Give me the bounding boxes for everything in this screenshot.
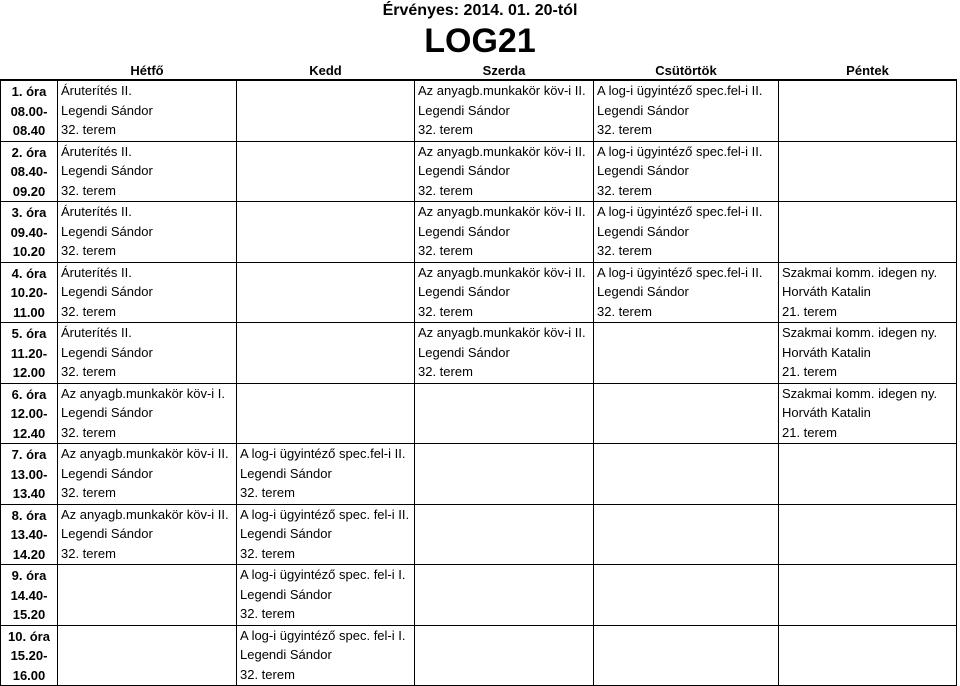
subject-name: Szakmai komm. idegen ny. bbox=[782, 325, 938, 340]
lesson-cell bbox=[58, 80, 237, 141]
subject-name: Áruterítés II. bbox=[61, 83, 132, 98]
subject-name: Szakmai komm. idegen ny. bbox=[782, 385, 938, 401]
empty-lesson-cell bbox=[415, 383, 594, 444]
lesson-cell bbox=[415, 262, 594, 323]
empty-lesson-cell bbox=[237, 202, 415, 263]
empty-lesson-cell bbox=[58, 625, 237, 686]
period-row bbox=[1, 504, 957, 565]
day-header: Csütörtök bbox=[594, 62, 779, 80]
period-number: 3. óra bbox=[11, 205, 47, 220]
period-start: 08.00- bbox=[10, 103, 48, 119]
lesson-cell bbox=[779, 383, 957, 444]
period-row bbox=[1, 565, 957, 626]
subject-name: Az anyagb.munkakör köv-i II. bbox=[418, 143, 586, 159]
empty-lesson-cell bbox=[237, 80, 415, 141]
period-time-cell bbox=[1, 141, 58, 202]
empty-lesson-cell bbox=[594, 383, 779, 444]
room-label: 32. terem bbox=[597, 182, 652, 198]
lesson-cell bbox=[779, 323, 957, 384]
empty-lesson-cell bbox=[594, 444, 779, 505]
room-label: 32. terem bbox=[240, 666, 295, 682]
period-row bbox=[1, 202, 957, 263]
period-row bbox=[1, 323, 957, 384]
period-start: 14.40- bbox=[10, 587, 48, 603]
room-label: 21. terem bbox=[782, 303, 837, 319]
period-end: 13.40 bbox=[12, 486, 46, 501]
empty-lesson-cell bbox=[779, 80, 957, 141]
subject-name: Szakmai komm. idegen ny. bbox=[782, 264, 938, 280]
room-label: 32. terem bbox=[61, 303, 116, 319]
empty-lesson-cell bbox=[779, 444, 957, 505]
period-time-cell bbox=[1, 383, 58, 444]
period-row bbox=[1, 444, 957, 505]
period-number: 7. óra bbox=[11, 447, 47, 462]
room-label: 32. terem bbox=[418, 122, 473, 137]
empty-lesson-cell bbox=[779, 141, 957, 202]
empty-lesson-cell bbox=[237, 141, 415, 202]
period-end: 12.00 bbox=[12, 365, 46, 380]
subject-name: A log-i ügyintéző spec. fel-i I. bbox=[240, 627, 406, 643]
empty-lesson-cell bbox=[415, 444, 594, 505]
empty-lesson-cell bbox=[594, 565, 779, 626]
teacher-name: Legendi Sándor bbox=[418, 284, 510, 299]
teacher-name: Horváth Katalin bbox=[782, 284, 871, 299]
room-label: 21. terem bbox=[782, 364, 837, 379]
teacher-name: Legendi Sándor bbox=[61, 344, 153, 360]
day-header-row bbox=[1, 62, 957, 80]
subject-name: Az anyagb.munkakör köv-i II. bbox=[418, 264, 586, 280]
period-start: 12.00- bbox=[10, 406, 48, 421]
day-header: Péntek bbox=[779, 62, 957, 80]
lesson-cell bbox=[58, 262, 237, 323]
period-end: 08.40 bbox=[12, 123, 46, 138]
period-start: 11.20- bbox=[10, 345, 48, 361]
period-number: 10. óra bbox=[8, 628, 50, 644]
subject-name: A log-i ügyintéző spec.fel-i II. bbox=[597, 204, 763, 219]
teacher-name: Legendi Sándor bbox=[61, 465, 153, 481]
teacher-name: Legendi Sándor bbox=[240, 647, 332, 662]
empty-lesson-cell bbox=[58, 565, 237, 626]
subject-name: Áruterítés II. bbox=[61, 143, 132, 159]
lesson-cell bbox=[58, 504, 237, 565]
lesson-cell bbox=[415, 323, 594, 384]
timetable bbox=[0, 62, 957, 686]
lesson-cell bbox=[594, 262, 779, 323]
subject-name: Az anyagb.munkakör köv-i II. bbox=[418, 325, 586, 340]
teacher-name: Legendi Sándor bbox=[418, 163, 510, 178]
period-time-cell bbox=[1, 202, 58, 263]
period-end: 09.20 bbox=[12, 183, 46, 199]
lesson-cell bbox=[594, 202, 779, 263]
lesson-cell bbox=[58, 141, 237, 202]
room-label: 32. terem bbox=[418, 364, 473, 379]
teacher-name: Legendi Sándor bbox=[61, 405, 153, 420]
lesson-cell bbox=[58, 202, 237, 263]
empty-lesson-cell bbox=[415, 625, 594, 686]
teacher-name: Horváth Katalin bbox=[782, 405, 871, 420]
teacher-name: Legendi Sándor bbox=[61, 163, 153, 178]
class-title: LOG21 bbox=[424, 22, 536, 60]
room-label: 32. terem bbox=[61, 182, 116, 198]
period-start: 13.00- bbox=[10, 466, 48, 482]
subject-name: Az anyagb.munkakör köv-i II. bbox=[418, 204, 586, 219]
period-end: 14.20 bbox=[12, 546, 46, 562]
subject-name: A log-i ügyintéző spec.fel-i II. bbox=[597, 83, 763, 98]
empty-lesson-cell bbox=[594, 504, 779, 565]
room-label: 32. terem bbox=[597, 122, 652, 137]
room-label: 32. terem bbox=[240, 606, 295, 621]
period-end: 10.20 bbox=[12, 244, 46, 259]
empty-lesson-cell bbox=[594, 323, 779, 384]
teacher-name: Legendi Sándor bbox=[240, 586, 332, 602]
room-label: 32. terem bbox=[61, 364, 116, 379]
period-start: 10.20- bbox=[10, 285, 48, 300]
teacher-name: Legendi Sándor bbox=[240, 465, 332, 481]
room-label: 32. terem bbox=[61, 485, 116, 500]
teacher-name: Legendi Sándor bbox=[418, 223, 510, 239]
lesson-cell bbox=[415, 202, 594, 263]
teacher-name: Legendi Sándor bbox=[61, 284, 153, 299]
room-label: 32. terem bbox=[61, 545, 116, 561]
subject-name: Áruterítés II. bbox=[61, 325, 132, 340]
period-time-cell bbox=[1, 262, 58, 323]
empty-lesson-cell bbox=[237, 383, 415, 444]
subject-name: A log-i ügyintéző spec. fel-i I. bbox=[240, 567, 406, 582]
room-label: 32. terem bbox=[597, 303, 652, 319]
period-time-cell bbox=[1, 504, 58, 565]
room-label: 32. terem bbox=[61, 122, 116, 137]
teacher-name: Legendi Sándor bbox=[240, 526, 332, 541]
lesson-cell bbox=[237, 565, 415, 626]
lesson-cell bbox=[237, 625, 415, 686]
period-number: 9. óra bbox=[11, 568, 47, 583]
teacher-name: Legendi Sándor bbox=[61, 526, 153, 541]
lesson-cell bbox=[58, 383, 237, 444]
period-end: 15.20 bbox=[12, 607, 46, 622]
room-label: 21. terem bbox=[782, 424, 837, 440]
subject-name: A log-i ügyintéző spec.fel-i II. bbox=[240, 446, 406, 461]
period-row bbox=[1, 625, 957, 686]
day-header: Kedd bbox=[237, 62, 415, 80]
header-corner bbox=[1, 62, 58, 80]
period-end: 16.00 bbox=[12, 667, 46, 683]
subject-name: A log-i ügyintéző spec.fel-i II. bbox=[597, 143, 763, 159]
room-label: 32. terem bbox=[418, 303, 473, 319]
subject-name: Az anyagb.munkakör köv-i II. bbox=[418, 83, 586, 98]
room-label: 32. terem bbox=[240, 545, 295, 561]
period-number: 5. óra bbox=[11, 326, 47, 341]
period-end: 11.00 bbox=[13, 304, 45, 320]
period-number: 4. óra bbox=[11, 265, 47, 281]
period-row bbox=[1, 80, 957, 141]
period-row bbox=[1, 141, 957, 202]
empty-lesson-cell bbox=[415, 504, 594, 565]
room-label: 32. terem bbox=[597, 243, 652, 258]
subject-name: A log-i ügyintéző spec.fel-i II. bbox=[597, 264, 763, 280]
lesson-cell bbox=[594, 141, 779, 202]
period-row bbox=[1, 383, 957, 444]
lesson-cell bbox=[58, 444, 237, 505]
lesson-cell bbox=[237, 504, 415, 565]
room-label: 32. terem bbox=[240, 485, 295, 500]
subject-name: Az anyagb.munkakör köv-i II. bbox=[61, 506, 229, 522]
teacher-name: Horváth Katalin bbox=[782, 344, 871, 360]
day-header: Szerda bbox=[415, 62, 594, 80]
subject-name: Az anyagb.munkakör köv-i I. bbox=[61, 385, 226, 401]
period-number: 1. óra bbox=[11, 84, 47, 99]
empty-lesson-cell bbox=[237, 323, 415, 384]
period-number: 8. óra bbox=[11, 507, 47, 523]
lesson-cell bbox=[415, 141, 594, 202]
empty-lesson-cell bbox=[779, 202, 957, 263]
empty-lesson-cell bbox=[594, 625, 779, 686]
period-time-cell bbox=[1, 565, 58, 626]
room-label: 32. terem bbox=[418, 243, 473, 258]
period-time-cell bbox=[1, 323, 58, 384]
day-header: Hétfő bbox=[58, 62, 237, 80]
period-number: 2. óra bbox=[11, 144, 47, 160]
empty-lesson-cell bbox=[779, 625, 957, 686]
room-label: 32. terem bbox=[418, 182, 473, 198]
lesson-cell bbox=[779, 262, 957, 323]
empty-lesson-cell bbox=[237, 262, 415, 323]
teacher-name: Legendi Sándor bbox=[597, 163, 689, 178]
teacher-name: Legendi Sándor bbox=[61, 102, 153, 118]
period-time-cell bbox=[1, 625, 58, 686]
teacher-name: Legendi Sándor bbox=[597, 284, 689, 299]
period-start: 15.20- bbox=[10, 648, 48, 663]
period-time-cell bbox=[1, 80, 58, 141]
period-time-cell bbox=[1, 444, 58, 505]
empty-lesson-cell bbox=[779, 504, 957, 565]
subject-name: A log-i ügyintéző spec. fel-i II. bbox=[240, 506, 410, 522]
subject-name: Az anyagb.munkakör köv-i II. bbox=[61, 446, 229, 461]
subject-name: Áruterítés II. bbox=[61, 264, 132, 280]
validity-heading: Érvényes: 2014. 01. 20-tól bbox=[382, 2, 578, 19]
teacher-name: Legendi Sándor bbox=[61, 223, 153, 239]
empty-lesson-cell bbox=[779, 565, 957, 626]
room-label: 32. terem bbox=[61, 424, 116, 440]
period-end: 12.40 bbox=[12, 425, 46, 441]
lesson-cell bbox=[594, 80, 779, 141]
empty-lesson-cell bbox=[415, 565, 594, 626]
period-start: 08.40- bbox=[10, 164, 48, 179]
teacher-name: Legendi Sándor bbox=[418, 102, 510, 118]
lesson-cell bbox=[415, 80, 594, 141]
period-row bbox=[1, 262, 957, 323]
lesson-cell bbox=[58, 323, 237, 384]
lesson-cell bbox=[237, 444, 415, 505]
subject-name: Áruterítés II. bbox=[61, 204, 132, 219]
room-label: 32. terem bbox=[61, 243, 116, 258]
teacher-name: Legendi Sándor bbox=[597, 102, 689, 118]
period-start: 09.40- bbox=[10, 224, 48, 240]
teacher-name: Legendi Sándor bbox=[418, 344, 510, 360]
period-start: 13.40- bbox=[10, 527, 48, 542]
period-number: 6. óra bbox=[11, 386, 47, 402]
teacher-name: Legendi Sándor bbox=[597, 223, 689, 239]
